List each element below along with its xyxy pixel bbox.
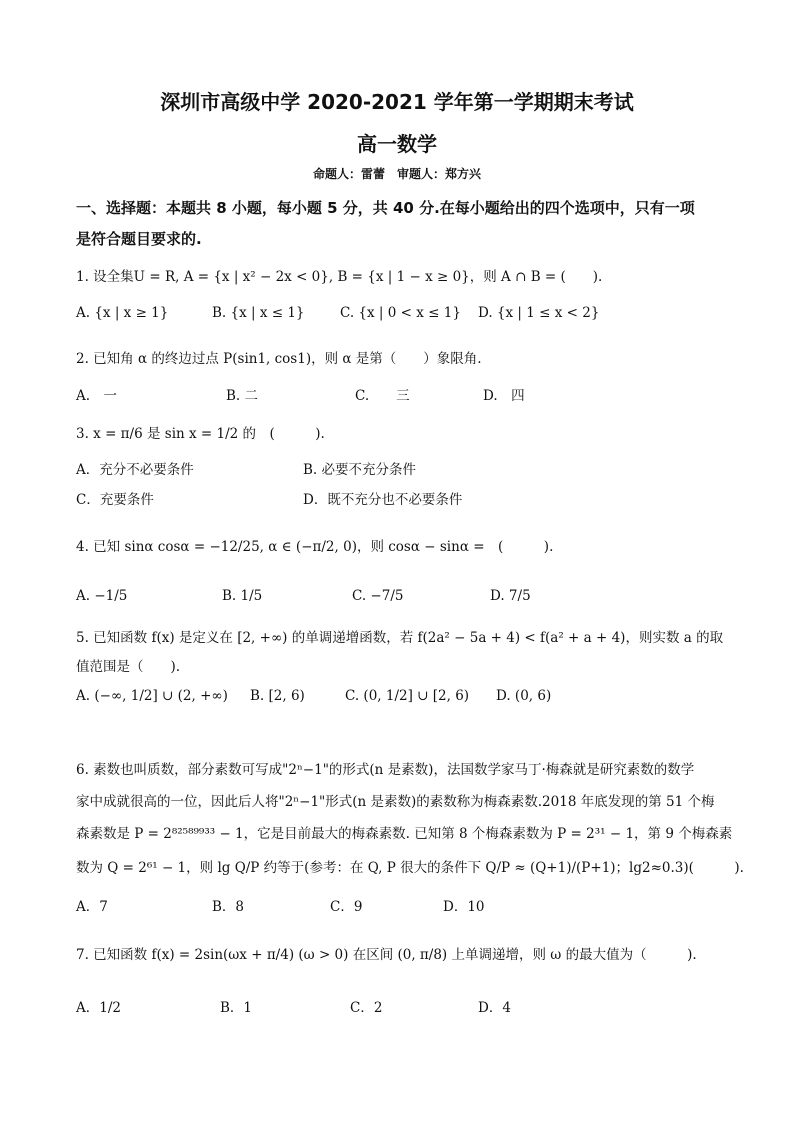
question-5-option-c: C. (0, 1/2] ∪ [2, 6): [345, 688, 470, 704]
question-6-line2: 家中成就很高的一位，因此后人将"2ⁿ−1"形式(n 是素数)的素数称为梅森素数.2018 年底发现的第 51 个梅: [76, 794, 715, 810]
question-6-line1: 6. 素数也叫质数，部分素数可写成"2ⁿ−1"的形式(n 是素数)，法国数学家马丁·梅森就是研究素数的数学: [76, 762, 695, 778]
question-4-option-c: C. −7/5: [352, 588, 404, 604]
section-heading-line2: 是符合题目要求的.: [76, 230, 202, 248]
question-6-option-a: A．7: [76, 899, 108, 915]
question-7-option-c: C．2: [350, 1000, 383, 1016]
question-6-line4: 数为 Q = 2⁶¹ − 1，则 lg Q/P 约等于(参考：在 Q, P 很大的条件下 Q/P ≈ (Q+1)/(P+1)；lg2≈0.3)( ).: [76, 860, 744, 876]
question-7-option-d: D．4: [478, 1000, 511, 1016]
question-3-option-c: C．充要条件: [76, 492, 154, 508]
question-3-option-d: D．既不充分也不必要条件: [303, 492, 463, 508]
question-7-option-b: B．1: [220, 1000, 253, 1016]
question-5-option-a: A. (−∞, 1/2] ∪ (2, +∞): [76, 688, 228, 704]
question-6-option-c: C．9: [330, 899, 363, 915]
question-7-stem: 7. 已知函数 f(x) = 2sin(ωx + π/4) (ω > 0) 在区间 (0, π/8) 上单调递增，则 ω 的最大值为（ ).: [76, 947, 697, 963]
question-2-option-d: D. 四: [483, 388, 525, 404]
question-2-option-a: A. 一: [76, 388, 118, 404]
question-5-stem-line2: 值范围是（ ).: [76, 659, 181, 675]
question-1-option-d: D. {x | 1 ≤ x < 2}: [478, 305, 600, 321]
question-1-option-b: B. {x | x ≤ 1}: [212, 305, 305, 321]
section-heading-line1: 一、选择题：本题共 8 小题，每小题 5 分，共 40 分.在每小题给出的四个选项中，只有一项: [76, 199, 695, 217]
question-6-option-b: B．8: [212, 899, 245, 915]
question-3-option-b: B. 必要不充分条件: [303, 462, 417, 478]
exam-authors: 命题人：雷蕾 审题人：郑方兴: [312, 167, 481, 181]
question-1-stem: 1. 设全集U = R, A = {x | x² − 2x < 0}, B = {x | 1 − x ≥ 0}，则 A ∩ B = ( ).: [76, 269, 603, 285]
question-5-stem-line1: 5. 已知函数 f(x) 是定义在 [2, +∞) 的单调递增函数，若 f(2a² − 5a + 4) < f(a² + a + 4)，则实数 a 的取: [76, 630, 724, 646]
question-2-stem: 2. 已知角 α 的终边过点 P(sin1, cos1)，则 α 是第（ ）象限角.: [76, 351, 482, 367]
question-4-option-a: A. −1/5: [76, 588, 128, 604]
question-1-option-c: C. {x | 0 < x ≤ 1}: [340, 305, 461, 321]
exam-title: 深圳市高级中学 2020-2021 学年第一学期期末考试: [160, 90, 634, 114]
question-2-option-b: B. 二: [226, 388, 259, 404]
question-3-stem: 3. x = π/6 是 sin x = 1/2 的 ( ).: [76, 426, 325, 442]
question-3-option-a: A．充分不必要条件: [76, 462, 194, 478]
question-4-option-d: D. 7/5: [490, 588, 531, 604]
question-2-option-c: C. 三: [355, 388, 410, 404]
question-1-option-a: A. {x | x ≥ 1}: [76, 305, 169, 321]
exam-subject: 高一数学: [357, 132, 437, 156]
question-7-option-a: A．1/2: [76, 1000, 121, 1016]
question-4-option-b: B. 1/5: [222, 588, 263, 604]
question-6-line3: 森素数是 P = 2⁸²⁵⁸⁹⁹³³ − 1，它是目前最大的梅森素数. 已知第 8 个梅森素数为 P = 2³¹ − 1，第 9 个梅森素: [76, 826, 733, 842]
question-5-option-d: D. (0, 6): [496, 688, 552, 704]
question-4-stem: 4. 已知 sinα cosα = −12/25, α ∈ (−π/2, 0)，则 cosα − sinα = ( ).: [76, 539, 554, 555]
question-5-option-b: B. [2, 6): [250, 688, 305, 704]
question-6-option-d: D．10: [443, 899, 485, 915]
